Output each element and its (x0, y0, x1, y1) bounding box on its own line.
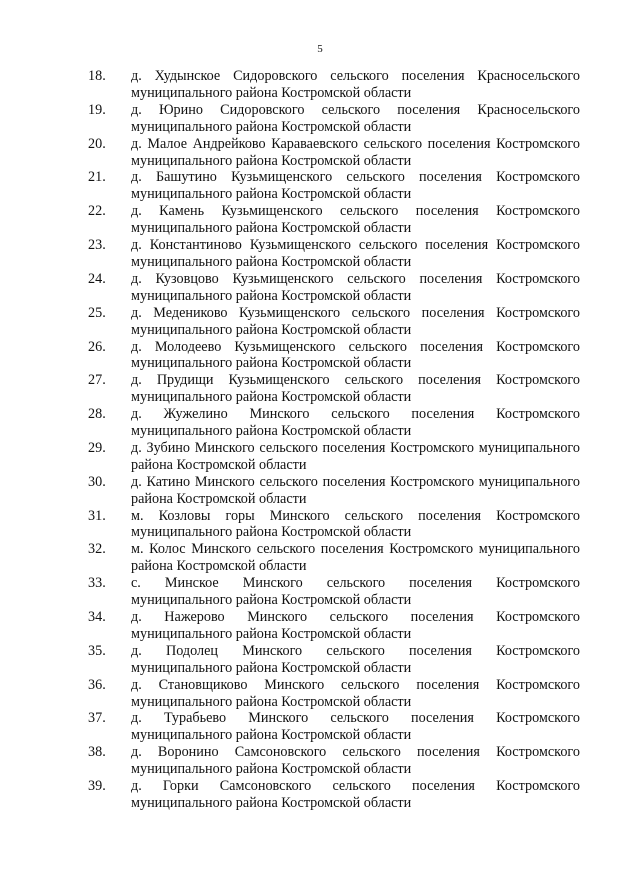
item-number: 37. (88, 710, 106, 727)
list-item (88, 102, 580, 136)
list-item (88, 440, 580, 474)
list-item (88, 474, 580, 508)
list-item (88, 744, 580, 778)
item-text: д. Худынское Сидоровского сельского поселения Красносельского муниципального района Костромской области (131, 68, 580, 101)
item-number: 33. (88, 575, 106, 592)
item-text: м. Колос Минского сельского поселения Костромского муниципального района Костромской области (131, 541, 580, 575)
list-item (88, 677, 580, 711)
item-text: д. Горки Самсоновского сельского поселения Костромского муниципального района Костромской области (131, 778, 580, 811)
item-text: д. Воронино Самсоновского сельского поселения Костромского муниципального района Костромской области (131, 744, 580, 778)
item-number: 27. (88, 372, 106, 389)
item-number: 35. (88, 642, 106, 659)
list-item (88, 68, 580, 102)
item-text: д. Малое Андрейково Караваевского сельского поселения Костромского муниципального района Костромской области (131, 135, 580, 169)
item-text: д. Зубино Минского сельского поселения Костромского муниципального района Костромской области (131, 439, 580, 473)
list-item (88, 710, 580, 744)
item-number: 29. (88, 439, 106, 456)
item-number: 19. (88, 101, 106, 118)
item-text: д. Прудищи Кузьмищенского сельского поселения Костромского муниципального района Костромской области (131, 372, 580, 406)
item-number: 24. (88, 270, 106, 287)
item-number: 30. (88, 473, 106, 490)
item-number: 28. (88, 406, 106, 423)
item-text: д. Нажерово Минского сельского поселения Костромского муниципального района Костромской области (131, 609, 580, 642)
item-number: 23. (88, 237, 106, 254)
item-number: 20. (88, 135, 106, 152)
list-item (88, 305, 580, 339)
item-text: д. Турабьево Минского сельского поселения Костромского муниципального района Костромской области (131, 710, 580, 744)
item-text: д. Жужелино Минского сельского поселения Костромского муниципального района Костромской области (131, 406, 580, 440)
item-number: 22. (88, 203, 106, 220)
list-item (88, 237, 580, 271)
item-text: д. Кузовцово Кузьмищенского сельского поселения Костромского муниципального района Костромской области (131, 270, 580, 304)
item-number: 25. (88, 304, 106, 321)
list-item (88, 169, 580, 203)
item-number: 36. (88, 676, 106, 693)
list-item (88, 271, 580, 305)
list-item (88, 643, 580, 677)
item-text: д. Катино Минского сельского поселения Костромского муниципального района Костромской области (131, 473, 580, 507)
list-item (88, 609, 580, 643)
item-text: д. Медениково Кузьмищенского сельского поселения Костромского муниципального района Костромской области (131, 304, 580, 338)
list-item (88, 778, 580, 812)
item-text: д. Константиново Кузьмищенского сельского поселения Костромского муниципального района Костромской области (131, 237, 580, 270)
item-text: м. Козловы горы Минского сельского поселения Костромского муниципального района Костромской области (131, 507, 580, 541)
settlement-list (88, 68, 580, 812)
item-text: д. Подолец Минского сельского поселения Костромского муниципального района Костромской области (131, 642, 580, 676)
item-text: д. Камень Кузьмищенского сельского поселения Костромского муниципального района Костромской области (131, 203, 580, 237)
item-text: д. Башутино Кузьмищенского сельского поселения Костромского муниципального района Костромской области (131, 169, 580, 203)
item-text: д. Становщиково Минского сельского поселения Костромского муниципального района Костромской области (131, 676, 580, 710)
list-item (88, 203, 580, 237)
item-text: д. Юрино Сидоровского сельского поселения Красносельского муниципального района Костромской области (131, 101, 580, 135)
item-text: с. Минское Минского сельского поселения Костромского муниципального района Костромской области (131, 575, 580, 609)
page-number: 5 (317, 43, 323, 55)
list-item (88, 136, 580, 170)
list-item (88, 372, 580, 406)
item-number: 32. (88, 541, 106, 558)
item-number: 34. (88, 609, 106, 625)
list-item (88, 339, 580, 373)
item-number: 38. (88, 744, 106, 761)
item-number: 18. (88, 68, 106, 84)
item-number: 39. (88, 778, 106, 795)
list-item (88, 508, 580, 542)
item-number: 21. (88, 169, 106, 186)
item-number: 26. (88, 338, 106, 355)
list-item (88, 541, 580, 575)
list-item (88, 406, 580, 440)
list-item (88, 575, 580, 609)
item-text: д. Молодеево Кузьмищенского сельского поселения Костромского муниципального района Костромской области (131, 338, 580, 372)
item-number: 31. (88, 507, 106, 524)
